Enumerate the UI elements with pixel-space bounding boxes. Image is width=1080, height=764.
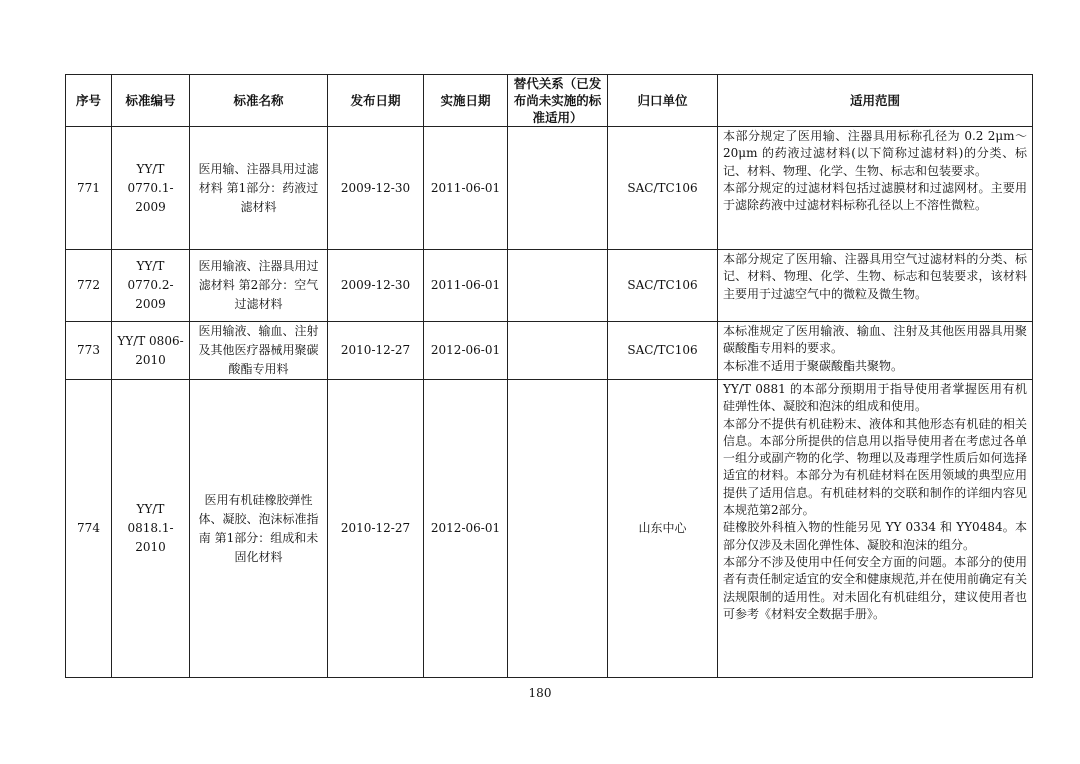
row-code: YY/T 0770.1-2009 [112,127,190,250]
scope-paragraph: 本部分规定的过滤材料包括过滤膜材和过滤网材。主要用于滤除药液中过滤材料标称孔径以上不溶性微粒。 [723,180,1027,213]
header-no: 序号 [66,75,112,127]
row-replacement [508,127,608,250]
row-implement-date: 2011-06-01 [424,127,508,250]
row-no: 772 [66,250,112,322]
row-unit: SAC/TC106 [608,250,718,322]
row-implement-date: 2012-06-01 [424,380,508,678]
header-publish-date: 发布日期 [328,75,424,127]
header-scope: 适用范围 [718,75,1033,127]
table-row [66,127,1033,250]
row-no: 773 [66,322,112,380]
table-row [66,322,1033,380]
scope-paragraph: YY/T 0881 的本部分预期用于指导使用者掌握医用有机硅弹性体、凝胶和泡沫的组成和使用。 [723,382,1027,414]
header-unit: 归口单位 [608,75,718,127]
row-scope [718,127,1033,250]
row-publish-date: 2009-12-30 [328,250,424,322]
row-publish-date: 2010-12-27 [328,322,424,380]
table-row [66,380,1033,678]
page-number: 180 [528,686,552,700]
row-name: 医用输、注器具用过滤材料 第1部分：药液过滤材料 [190,127,328,250]
scope-paragraph: 本部分不涉及使用中任何安全方面的问题。本部分的使用者有责任制定适宜的安全和健康规范,并在使用前确定有关法规限制的适用性。对未固化有机硅组分，建议使用者也可参考《材料安全数据手册》。 [723,554,1027,621]
row-implement-date: 2012-06-01 [424,322,508,380]
scope-paragraph: 本部分规定了医用输、注器具用标称孔径为 0.2 2μm～20μm 的药液过滤材料(以下简称过滤材料)的分类、标记、材料、物理、化学、生物、标志和包装要求。 [723,129,1027,178]
row-name: 医用输液、注器具用过滤材料 第2部分：空气过滤材料 [190,250,328,322]
scope-paragraph: 本部分不提供有机硅粉末、液体和其他形态有机硅的相关信息。本部分所提供的信息用以指导使用者在考虑过各单一组分或副产物的化学、物理以及毒理学性质后如何选择适宜的材料。本部分为有机硅材料在医用领域的典型应用提供了适用信息。有机硅材料的交联和制作的详细内容见本规范第2部分。 [723,416,1027,518]
header-name: 标准名称 [190,75,328,127]
row-scope [718,322,1033,380]
row-unit: 山东中心 [608,380,718,678]
scope-paragraph: 本部分规定了医用输、注器具用空气过滤材料的分类、标记、材料、物理、化学、生物、标志和包装要求，该材料主要用于过滤空气中的微粒及微生物。 [723,252,1027,301]
row-no: 774 [66,380,112,678]
row-unit: SAC/TC106 [608,127,718,250]
scope-paragraph: 本标准不适用于聚碳酸酯共聚物。 [723,358,904,373]
row-code: YY/T 0770.2-2009 [112,250,190,322]
header-code: 标准编号 [112,75,190,127]
standards-table [65,74,1033,678]
scope-paragraph: 硅橡胶外科植入物的性能另见 YY 0334 和 YY0484。本部分仅涉及未固化弹性体、凝胶和泡沫的组分。 [723,520,1027,552]
row-replacement [508,250,608,322]
row-replacement [508,322,608,380]
row-publish-date: 2009-12-30 [328,127,424,250]
row-replacement [508,380,608,678]
row-implement-date: 2011-06-01 [424,250,508,322]
scope-paragraph: 本标准规定了医用输液、输血、注射及其他医用器具用聚碳酸酯专用料的要求。 [723,324,1027,356]
row-unit: SAC/TC106 [608,322,718,380]
row-publish-date: 2010-12-27 [328,380,424,678]
row-code: YY/T 0818.1-2010 [112,380,190,678]
row-no: 771 [66,127,112,250]
table-row [66,250,1033,322]
table-header-row [66,75,1033,127]
row-scope [718,250,1033,322]
row-name: 医用输液、输血、注射及其他医疗器械用聚碳酸酯专用料 [190,322,328,380]
header-replacement: 替代关系（已发布尚未实施的标准适用） [508,75,608,127]
row-code: YY/T 0806-2010 [112,322,190,380]
row-name: 医用有机硅橡胶弹性体、凝胶、泡沫标准指南 第1部分：组成和未固化材料 [190,380,328,678]
header-implement-date: 实施日期 [424,75,508,127]
row-scope [718,380,1033,678]
